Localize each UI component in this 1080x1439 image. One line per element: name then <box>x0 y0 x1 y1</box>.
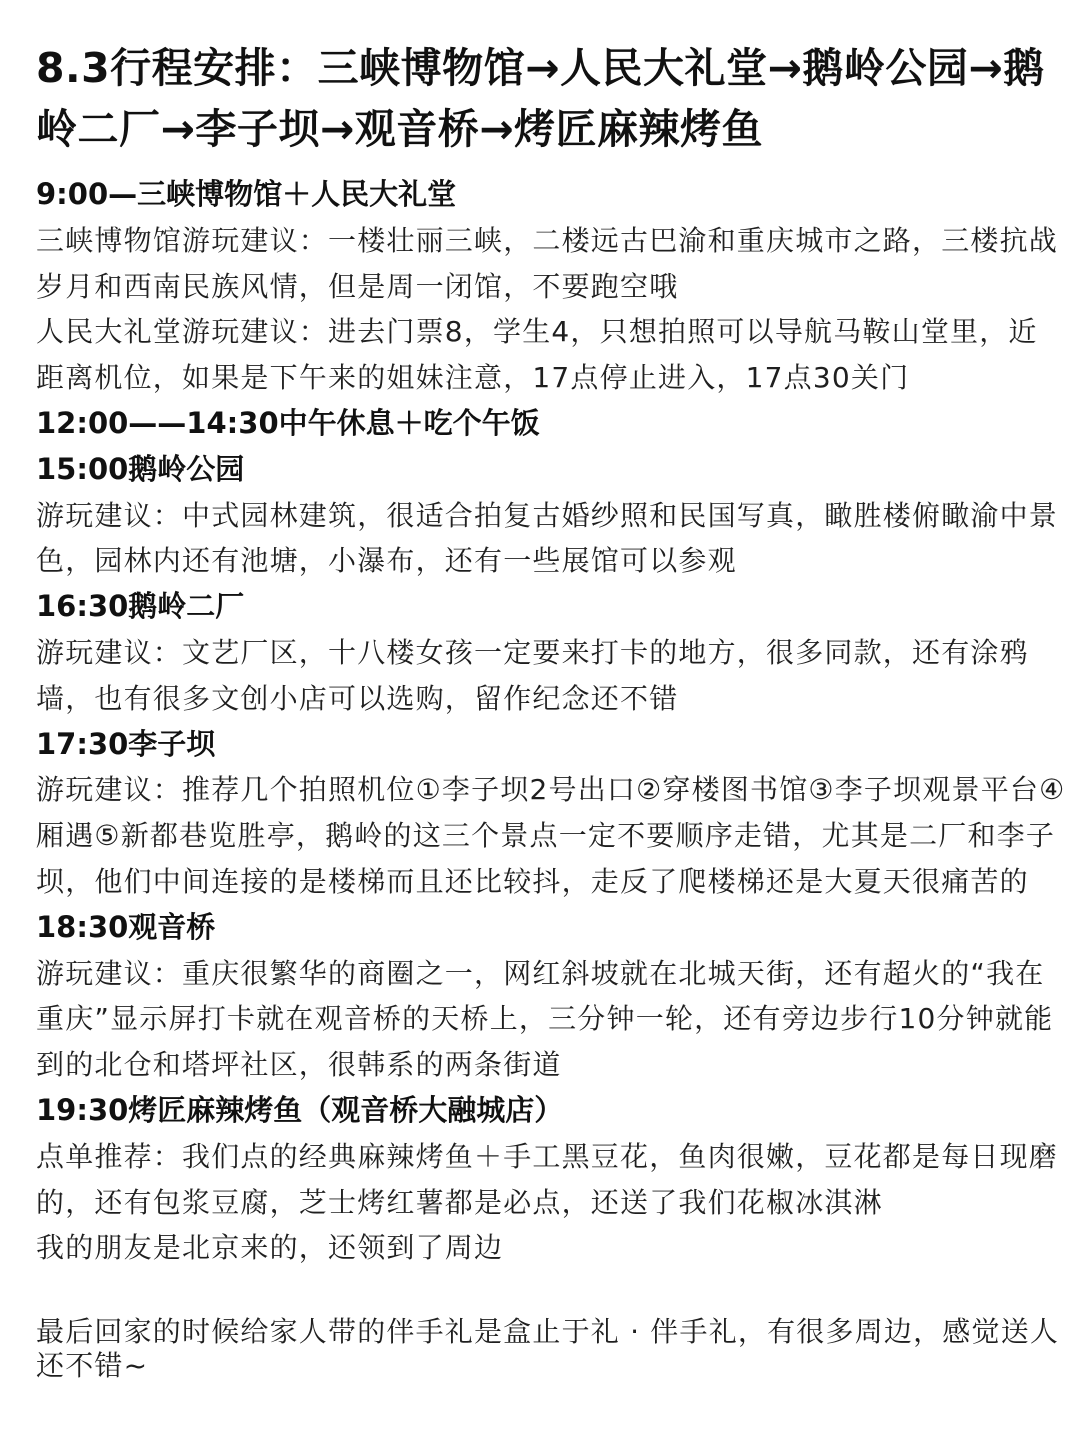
section-paragraph: 我的朋友是北京来的，还领到了周边 <box>36 1231 504 1265</box>
section-heading: 15:00鹅岭公园 <box>36 451 245 486</box>
section-1630 <box>36 584 1066 721</box>
section-heading: 19:30烤匠麻辣烤鱼（观音桥大融城店） <box>36 1092 564 1127</box>
page-title: 8.3行程安排：三峡博物馆→人民大礼堂→鹅岭公园→鹅岭二厂→李子坝→观音桥→烤匠麻辣烤鱼 <box>36 44 1045 153</box>
section-1500 <box>36 447 1066 584</box>
section-paragraph: 点单推荐：我们点的经典麻辣烤鱼＋手工黑豆花，鱼肉很嫩，豆花都是每日现磨的，还有包浆豆腐，芝士烤红薯都是必点，还送了我们花椒冰淇淋 <box>36 1139 1059 1219</box>
section-paragraph: 游玩建议：文艺厂区，十八楼女孩一定要来打卡的地方，很多同款，还有涂鸦墙，也有很多文创小店可以选购，留作纪念还不错 <box>36 635 1029 715</box>
section-paragraph: 游玩建议：推荐几个拍照机位①李子坝2号出口②穿楼图书馆③李子坝观景平台④厢遇⑤新都巷览胜亭，鹅岭的这三个景点一定不要顺序走错，尤其是二厂和李子坝，他们中间连接的是楼梯而且还比较抖，走反了爬楼梯还是大夏天很痛苦的 <box>36 773 1066 898</box>
spacer <box>36 1271 1066 1315</box>
section-1930 <box>36 1088 1066 1271</box>
section-1730 <box>36 722 1066 905</box>
note-page <box>36 38 1066 1383</box>
section-paragraph: 游玩建议：重庆很繁华的商圈之一，网红斜坡就在北城天街，还有超火的“我在重庆”显示屏打卡就在观音桥的天桥上，三分钟一轮，还有旁边步行10分钟就能到的北仓和塔坪社区，很韩系的两条街道 <box>36 956 1054 1082</box>
section-1830 <box>36 905 1066 1088</box>
footer-note: 最后回家的时候给家人带的伴手礼是盒止于礼 · 伴手礼，有很多周边，感觉送人还不错~ <box>36 1315 1060 1383</box>
section-paragraph: 游玩建议：中式园林建筑，很适合拍复古婚纱照和民国写真，瞰胜楼俯瞰渝中景色，园林内还有池塘，小瀑布，还有一些展馆可以参观 <box>36 498 1059 578</box>
section-paragraph: 人民大礼堂游玩建议：进去门票8，学生4，只想拍照可以导航马鞍山堂里，近距离机位，如果是下午来的姐妹注意，17点停止进入，17点30关门 <box>36 315 1038 395</box>
section-heading: 12:00——14:30中午休息＋吃个午饭 <box>36 405 540 440</box>
section-heading: 17:30李子坝 <box>36 726 216 761</box>
section-paragraph: 三峡博物馆游玩建议：一楼壮丽三峡，二楼远古巴渝和重庆城市之路，三楼抗战岁月和西南民族风情，但是周一闭馆，不要跑空哦 <box>36 223 1059 303</box>
section-heading: 18:30观音桥 <box>36 909 216 944</box>
section-0900 <box>36 172 1066 401</box>
section-heading: 16:30鹅岭二厂 <box>36 589 245 624</box>
section-heading: 9:00—三峡博物馆＋人民大礼堂 <box>36 177 457 211</box>
section-1200 <box>36 401 1066 447</box>
